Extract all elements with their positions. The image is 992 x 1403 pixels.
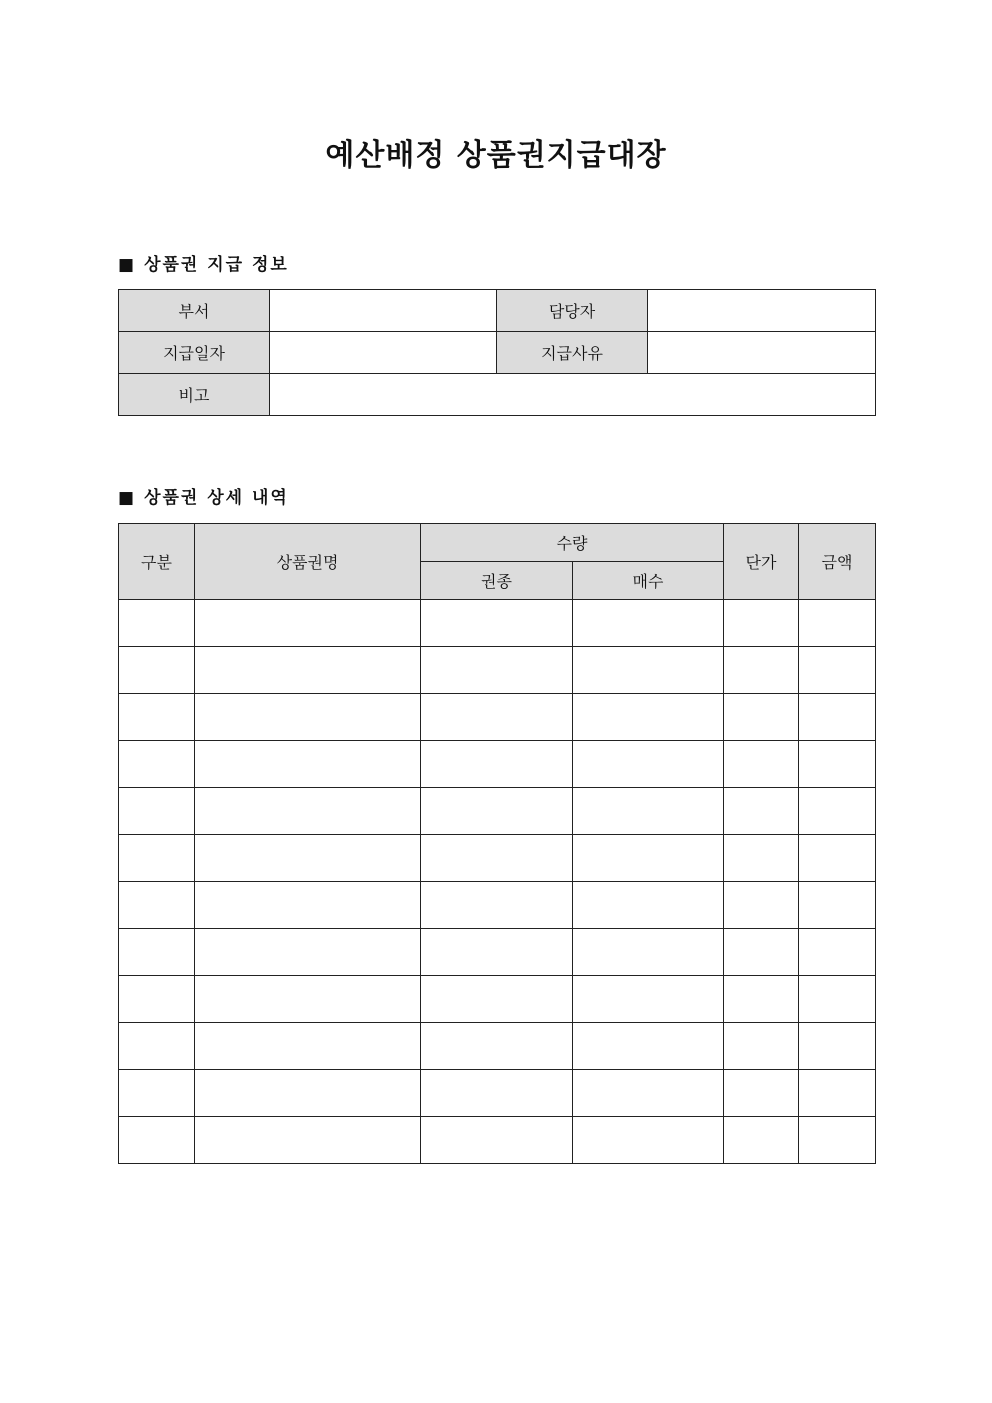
unit-price-cell[interactable] xyxy=(724,1117,799,1164)
voucher-name-cell[interactable] xyxy=(195,647,421,694)
unit-price-cell[interactable] xyxy=(724,741,799,788)
table-row xyxy=(119,600,876,647)
amount-cell[interactable] xyxy=(799,835,876,882)
category-cell[interactable] xyxy=(119,600,195,647)
table-row xyxy=(119,741,876,788)
amount-cell[interactable] xyxy=(799,741,876,788)
quantity-header: 수량 xyxy=(421,524,724,562)
amount-cell[interactable] xyxy=(799,694,876,741)
category-cell[interactable] xyxy=(119,976,195,1023)
amount-cell[interactable] xyxy=(799,976,876,1023)
category-cell[interactable] xyxy=(119,1117,195,1164)
unit-price-cell[interactable] xyxy=(724,647,799,694)
table-row xyxy=(119,1070,876,1117)
voucher-type-cell[interactable] xyxy=(421,694,573,741)
voucher-name-cell[interactable] xyxy=(195,788,421,835)
category-cell[interactable] xyxy=(119,929,195,976)
table-row xyxy=(119,374,876,416)
unit-price-cell[interactable] xyxy=(724,1023,799,1070)
category-cell[interactable] xyxy=(119,835,195,882)
voucher-count-cell[interactable] xyxy=(573,929,724,976)
voucher-count-cell[interactable] xyxy=(573,647,724,694)
voucher-count-cell[interactable] xyxy=(573,600,724,647)
unit-price-cell[interactable] xyxy=(724,882,799,929)
voucher-name-cell[interactable] xyxy=(195,1023,421,1070)
category-cell[interactable] xyxy=(119,882,195,929)
voucher-type-cell[interactable] xyxy=(421,1070,573,1117)
page-title: 예산배정 상품권지급대장 xyxy=(325,138,667,173)
table-row xyxy=(119,929,876,976)
amount-cell[interactable] xyxy=(799,929,876,976)
voucher-count-cell[interactable] xyxy=(573,694,724,741)
category-cell[interactable] xyxy=(119,694,195,741)
voucher-count-cell[interactable] xyxy=(573,788,724,835)
voucher-type-cell[interactable] xyxy=(421,835,573,882)
voucher-count-header: 매수 xyxy=(573,562,724,600)
voucher-type-cell[interactable] xyxy=(421,647,573,694)
unit-price-cell[interactable] xyxy=(724,835,799,882)
voucher-name-cell[interactable] xyxy=(195,600,421,647)
voucher-type-cell[interactable] xyxy=(421,1117,573,1164)
unit-price-cell[interactable] xyxy=(724,1070,799,1117)
voucher-type-cell[interactable] xyxy=(421,976,573,1023)
issue-reason-label: 지급사유 xyxy=(497,332,648,374)
manager-label: 담당자 xyxy=(497,290,648,332)
table-row xyxy=(119,788,876,835)
voucher-name-header: 상품권명 xyxy=(195,524,421,600)
amount-cell[interactable] xyxy=(799,600,876,647)
square-bullet-icon: ■ xyxy=(118,255,137,275)
amount-cell[interactable] xyxy=(799,1023,876,1070)
category-cell[interactable] xyxy=(119,1070,195,1117)
table-row xyxy=(119,647,876,694)
category-cell[interactable] xyxy=(119,1023,195,1070)
section-heading-details xyxy=(118,486,289,510)
voucher-type-cell[interactable] xyxy=(421,1023,573,1070)
issue-date-label: 지급일자 xyxy=(119,332,270,374)
table-row xyxy=(119,1023,876,1070)
unit-price-cell[interactable] xyxy=(724,788,799,835)
voucher-name-cell[interactable] xyxy=(195,1117,421,1164)
unit-price-cell[interactable] xyxy=(724,976,799,1023)
remarks-field[interactable] xyxy=(270,374,876,416)
voucher-type-cell[interactable] xyxy=(421,788,573,835)
table-row xyxy=(119,332,876,374)
voucher-count-cell[interactable] xyxy=(573,976,724,1023)
issue-date-field[interactable] xyxy=(270,332,497,374)
voucher-name-cell[interactable] xyxy=(195,882,421,929)
amount-cell[interactable] xyxy=(799,1117,876,1164)
unit-price-cell[interactable] xyxy=(724,694,799,741)
voucher-count-cell[interactable] xyxy=(573,1070,724,1117)
category-cell[interactable] xyxy=(119,788,195,835)
voucher-type-cell[interactable] xyxy=(421,600,573,647)
voucher-name-cell[interactable] xyxy=(195,694,421,741)
table-row xyxy=(119,976,876,1023)
voucher-type-header: 권종 xyxy=(421,562,573,600)
section-heading-issue-info xyxy=(118,253,289,277)
voucher-detail-table xyxy=(118,523,876,1164)
voucher-name-cell[interactable] xyxy=(195,741,421,788)
voucher-name-cell[interactable] xyxy=(195,976,421,1023)
section-heading-text: 상품권 지급 정보 xyxy=(144,255,289,275)
amount-cell[interactable] xyxy=(799,882,876,929)
unit-price-header: 단가 xyxy=(724,524,799,600)
unit-price-cell[interactable] xyxy=(724,929,799,976)
voucher-name-cell[interactable] xyxy=(195,835,421,882)
table-row xyxy=(119,694,876,741)
voucher-type-cell[interactable] xyxy=(421,882,573,929)
section-heading-text: 상품권 상세 내역 xyxy=(144,488,289,508)
unit-price-cell[interactable] xyxy=(724,600,799,647)
department-label: 부서 xyxy=(119,290,270,332)
voucher-type-cell[interactable] xyxy=(421,741,573,788)
voucher-name-cell[interactable] xyxy=(195,1070,421,1117)
voucher-name-cell[interactable] xyxy=(195,929,421,976)
table-header-row xyxy=(119,524,876,562)
category-cell[interactable] xyxy=(119,741,195,788)
voucher-count-cell[interactable] xyxy=(573,835,724,882)
voucher-count-cell[interactable] xyxy=(573,1023,724,1070)
amount-cell[interactable] xyxy=(799,788,876,835)
square-bullet-icon: ■ xyxy=(118,488,137,508)
remarks-label: 비고 xyxy=(119,374,270,416)
department-field[interactable] xyxy=(270,290,497,332)
table-row xyxy=(119,1117,876,1164)
table-row xyxy=(119,290,876,332)
detail-table-body xyxy=(119,600,876,1164)
voucher-count-cell[interactable] xyxy=(573,1117,724,1164)
amount-header: 금액 xyxy=(799,524,876,600)
manager-field[interactable] xyxy=(648,290,876,332)
voucher-count-cell[interactable] xyxy=(573,882,724,929)
table-row xyxy=(119,835,876,882)
amount-cell[interactable] xyxy=(799,647,876,694)
issue-reason-field[interactable] xyxy=(648,332,876,374)
voucher-count-cell[interactable] xyxy=(573,741,724,788)
issue-info-table xyxy=(118,289,876,416)
table-row xyxy=(119,882,876,929)
category-header: 구분 xyxy=(119,524,195,600)
voucher-type-cell[interactable] xyxy=(421,929,573,976)
category-cell[interactable] xyxy=(119,647,195,694)
amount-cell[interactable] xyxy=(799,1070,876,1117)
